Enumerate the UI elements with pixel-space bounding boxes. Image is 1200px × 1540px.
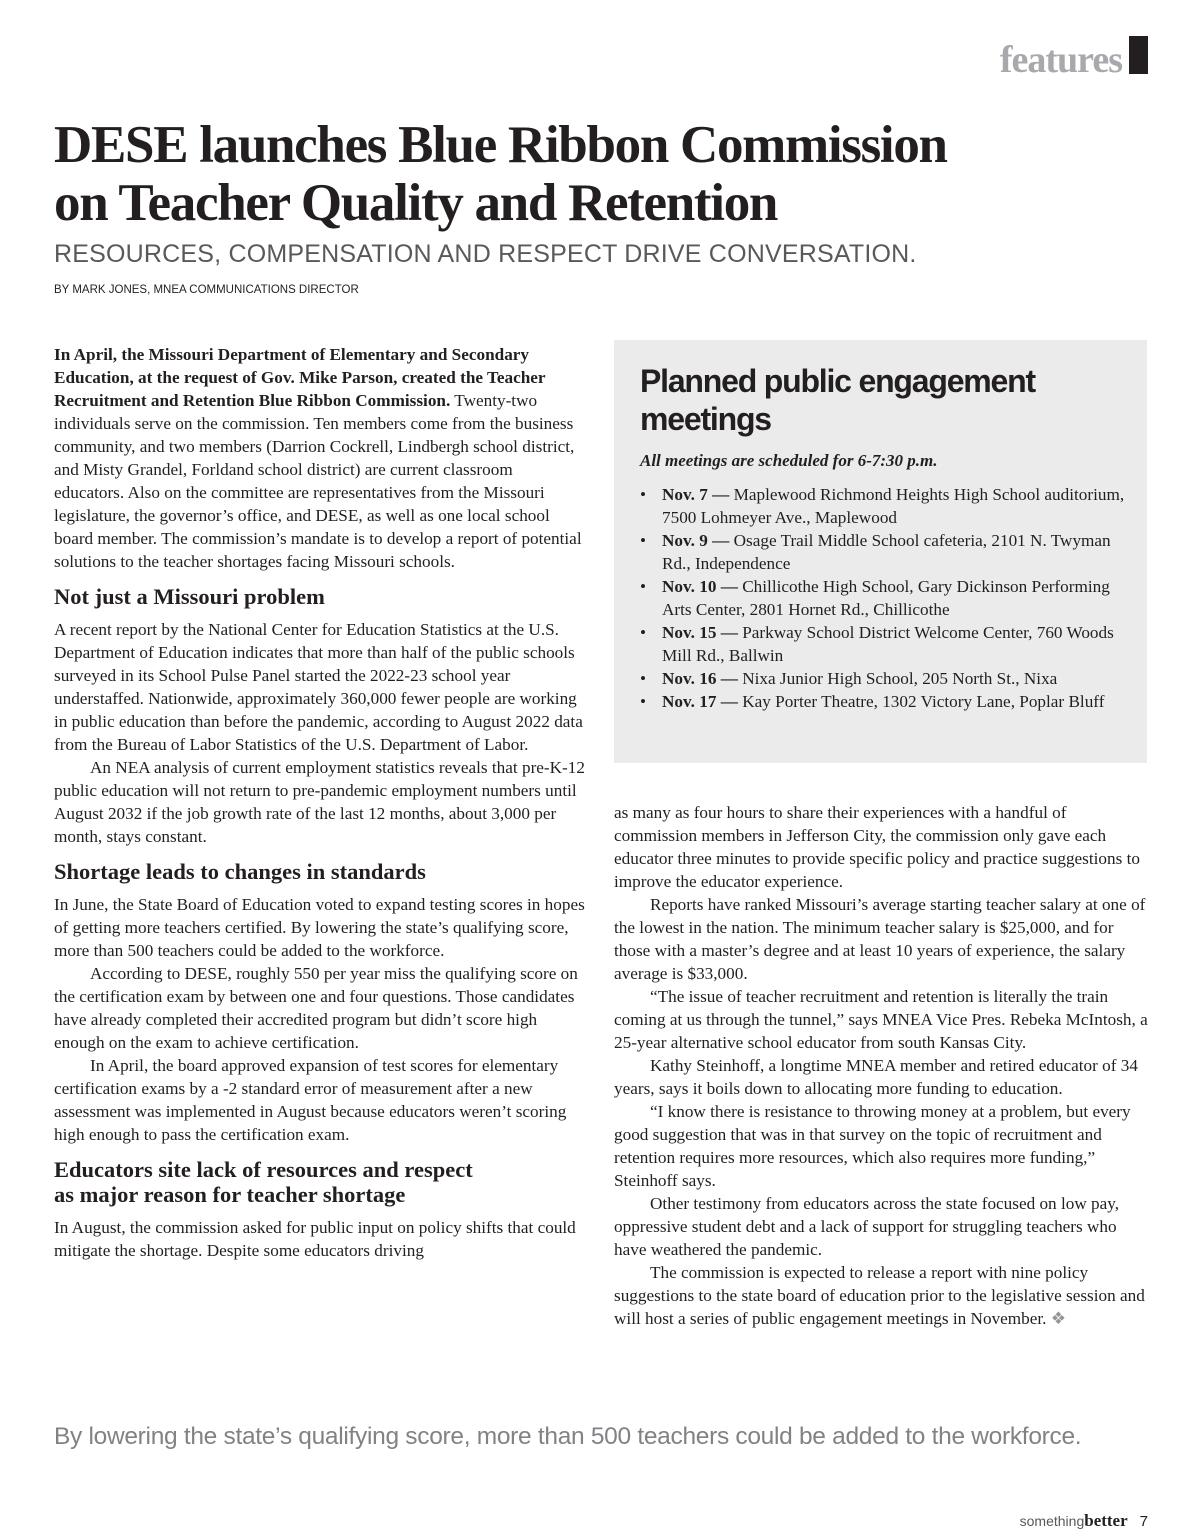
section-heading-standards: Shortage leads to changes in standards bbox=[54, 859, 426, 884]
article-column-right bbox=[614, 801, 1148, 1330]
end-mark-icon: ❖ bbox=[1050, 1309, 1067, 1328]
meeting-details: Chillicothe High School, Gary Dickinson Performing Arts Center, 2801 Hornet Rd., Chillicothe bbox=[662, 577, 1110, 619]
bullet-icon: • bbox=[640, 669, 647, 688]
body-paragraph: In April, the board approved expansion of test scores for elementary certification exams by a -2 standard error of measurement after a new assessment was implemented in August because educators weren’t scoring high enough to pass the certification exam. bbox=[54, 1056, 567, 1144]
section-marker-bar bbox=[1129, 36, 1148, 74]
section-label: features bbox=[999, 39, 1122, 81]
bullet-icon: • bbox=[640, 623, 647, 642]
article-column-left bbox=[54, 343, 586, 1262]
body-paragraph: as many as four hours to share their experiences with a handful of commission members in Jefferson City, the commission only gave each educator three minutes to provide specific policy and practice suggestions to improve the educator experience. bbox=[614, 803, 1140, 891]
page-number: 7 bbox=[1139, 1513, 1148, 1530]
meeting-details: Parkway School District Welcome Center, 760 Woods Mill Rd., Ballwin bbox=[662, 623, 1114, 665]
section-heading-missouri-problem: Not just a Missouri problem bbox=[54, 584, 325, 609]
meeting-date: Nov. 10 — bbox=[662, 577, 738, 596]
article-deck: RESOURCES, COMPENSATION AND RESPECT DRIVE CONVERSATION. bbox=[54, 240, 917, 268]
closing-text: The commission is expected to release a report with nine policy suggestions to the state board of education prior to the legislative session and will host a series of public engagement meetings in November. bbox=[614, 1263, 1145, 1328]
meetings-sidebar bbox=[614, 340, 1147, 763]
meeting-item bbox=[640, 575, 1127, 621]
body-paragraph: A recent report by the National Center for Education Statistics at the U.S. Department of Education indicates that more than half of the public schools surveyed in its School Pulse Panel started the 2022-23 school year understaffed. Nationwide, approximately 360,000 fewer people are working in public education than before the pandemic, according to August 2022 data from the Bureau of Labor Statistics of the U.S. Department of Labor. bbox=[54, 620, 583, 754]
meeting-details: Osage Trail Middle School cafeteria, 2101 N. Twyman Rd., Independence bbox=[662, 531, 1111, 573]
magazine-name-bold: better bbox=[1084, 1511, 1128, 1530]
bullet-icon: • bbox=[640, 485, 647, 504]
meeting-details: Maplewood Richmond Heights High School auditorium, 7500 Lohmeyer Ave., Maplewood bbox=[662, 485, 1125, 527]
section-heading-resources-respect bbox=[54, 1157, 586, 1207]
sidebar-schedule-note: All meetings are scheduled for 6-7:30 p.m. bbox=[640, 451, 938, 470]
meeting-item bbox=[640, 529, 1127, 575]
meeting-details: Nixa Junior High School, 205 North St., Nixa bbox=[737, 669, 1058, 688]
body-paragraph: In August, the commission asked for public input on policy shifts that could mitigate the shortage. Despite some educators driving bbox=[54, 1218, 576, 1260]
headline-line-1: DESE launches Blue Ribbon Commission bbox=[54, 116, 947, 174]
sidebar-title-line-1: Planned public engagement bbox=[640, 363, 1035, 399]
lead-body-text: Twenty-two individuals serve on the commission. Ten members come from the business community, and two members (Darrion Cockrell, Lindbergh school district, and Misty Grandel, Forldand school district) are current classroom educators. Also on the committee are representatives from the Missouri legislature, the governor’s office, and DESE, as well as one local school board member. The commission’s mandate is to develop a report of potential solutions to the teacher shortages facing Missouri schools. bbox=[54, 391, 582, 571]
meeting-date: Nov. 17 — bbox=[662, 692, 738, 711]
headline-line-2: on Teacher Quality and Retention bbox=[54, 174, 778, 232]
body-paragraph: An NEA analysis of current employment statistics reveals that pre-K-12 public education will not return to pre-pandemic employment numbers until August 2032 if the job growth rate of the last 12 months, about 3,000 per month, stays constant. bbox=[54, 758, 585, 846]
meeting-date: Nov. 9 — bbox=[662, 531, 730, 550]
body-paragraph: “I know there is resistance to throwing money at a problem, but every good suggestion that was in that survey on the topic of recruitment and retention requires more resources, which also requires more funding,” Steinhoff says. bbox=[614, 1102, 1131, 1190]
page-footer bbox=[1020, 1511, 1148, 1532]
article-byline: BY MARK JONES, MNEA COMMUNICATIONS DIRECTOR bbox=[54, 284, 359, 296]
body-paragraph: According to DESE, roughly 550 per year miss the qualifying score on the certification exam by between one and four questions. Those candidates have already completed their accredited program but didn’t score high enough on the exam to achieve certification. bbox=[54, 964, 578, 1052]
lead-paragraph bbox=[54, 343, 586, 573]
meeting-date: Nov. 15 — bbox=[662, 623, 738, 642]
meeting-date: Nov. 16 — bbox=[662, 669, 738, 688]
lead-bold-text: In April, the Missouri Department of Elementary and Secondary Education, at the request of Gov. Mike Parson, created the Teacher Recruitment and Retention Blue Ribbon Commission. bbox=[54, 345, 546, 410]
meeting-item bbox=[640, 667, 1127, 690]
bullet-icon: • bbox=[640, 531, 647, 550]
body-paragraph: Kathy Steinhoff, a longtime MNEA member and retired educator of 34 years, says it boils down to allocating more funding to education. bbox=[614, 1056, 1138, 1098]
closing-paragraph bbox=[614, 1261, 1148, 1330]
meeting-item bbox=[640, 483, 1127, 529]
article-headline bbox=[54, 116, 1114, 232]
magazine-name-thin: something bbox=[1019, 1513, 1085, 1529]
meeting-date: Nov. 7 — bbox=[662, 485, 730, 504]
bullet-icon: • bbox=[640, 692, 647, 711]
body-paragraph: Reports have ranked Missouri’s average starting teacher salary at one of the lowest in the nation. The minimum teacher salary is $25,000, and for those with a master’s degree and at least 10 years of experience, the salary average is $33,000. bbox=[614, 895, 1146, 983]
section-heading-line-1: Educators site lack of resources and respect bbox=[54, 1157, 473, 1182]
meeting-details: Kay Porter Theatre, 1302 Victory Lane, Poplar Bluff bbox=[737, 692, 1105, 711]
bullet-icon: • bbox=[640, 577, 647, 596]
pull-quote: By lowering the state’s qualifying score, more than 500 teachers could be added to the workforce. bbox=[54, 1423, 1082, 1450]
section-heading-line-2: as major reason for teacher shortage bbox=[54, 1182, 406, 1207]
meeting-item bbox=[640, 621, 1127, 667]
sidebar-title-line-2: meetings bbox=[640, 401, 771, 437]
body-paragraph: “The issue of teacher recruitment and retention is literally the train coming at us through the tunnel,” says MNEA Vice Pres. Rebeka McIntosh, a 25-year alternative school educator from south Kansas City. bbox=[614, 987, 1148, 1052]
meeting-list bbox=[640, 483, 1127, 713]
sidebar-title bbox=[640, 362, 1127, 438]
meeting-item bbox=[640, 690, 1127, 713]
body-paragraph: In June, the State Board of Education voted to expand testing scores in hopes of getting more teachers certified. By lowering the state’s qualifying score, more than 500 teachers could be added to the workforce. bbox=[54, 895, 585, 960]
body-paragraph: Other testimony from educators across the state focused on low pay, oppressive student debt and a lack of support for struggling teachers who have weathered the pandemic. bbox=[614, 1194, 1120, 1259]
